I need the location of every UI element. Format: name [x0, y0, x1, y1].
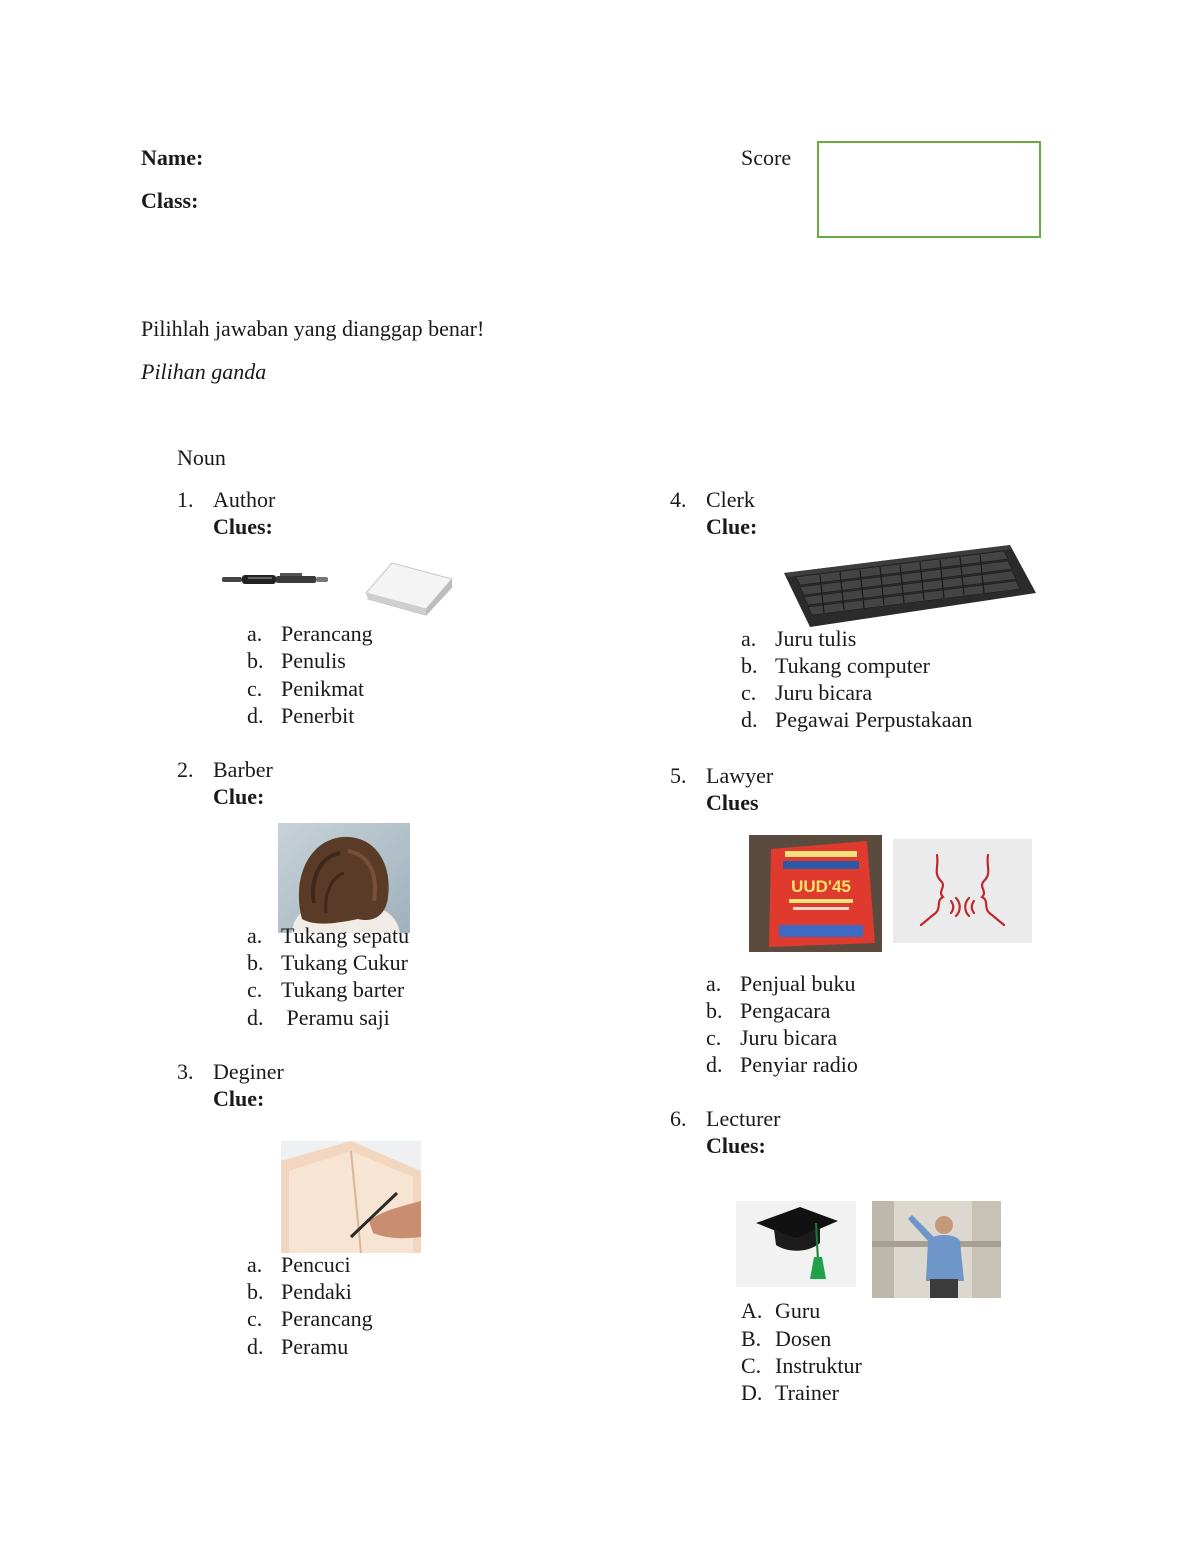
speaking-faces-icon [893, 839, 1032, 943]
option-1d[interactable]: d. Penerbit [247, 703, 355, 728]
option-3d[interactable]: d. Peramu [247, 1334, 349, 1359]
clue-label: Clues [706, 790, 759, 815]
option-2a[interactable]: a. Tukang sepatu [247, 923, 410, 948]
question-2-title [177, 757, 273, 783]
constitution-book-photo [749, 835, 882, 952]
clue-label: Clue: [213, 784, 265, 809]
book-cover-text: UUD'45 [791, 877, 851, 896]
question-number: 6. [670, 1106, 687, 1131]
section-title: Noun [177, 445, 226, 470]
option-5a[interactable]: a. Penjual buku [706, 971, 856, 996]
question-3-title [177, 1059, 284, 1085]
option-2b[interactable]: b. Tukang Cukur [247, 950, 408, 975]
option-5d[interactable]: d. Penyiar radio [706, 1052, 858, 1077]
question-number: 3. [177, 1059, 194, 1084]
class-label: Class: [141, 188, 199, 213]
pen-icon [218, 568, 332, 592]
question-number: 5. [670, 763, 687, 788]
question-word: Deginer [213, 1059, 284, 1084]
lecturer-photo [872, 1201, 1001, 1298]
question-number: 2. [177, 757, 194, 782]
drawing-notebook-photo [281, 1141, 421, 1253]
question-word: Lecturer [706, 1106, 781, 1131]
question-word: Author [213, 487, 276, 512]
paper-stack-icon [360, 557, 457, 620]
option-1a[interactable]: a. Perancang [247, 621, 373, 646]
question-5-title [670, 763, 773, 789]
clue-label: Clue: [706, 514, 758, 539]
question-word: Lawyer [706, 763, 774, 788]
option-2c[interactable]: c. Tukang barter [247, 977, 405, 1002]
instruction-subtitle: Pilihan ganda [141, 359, 267, 384]
option-6b[interactable]: B. Dosen [741, 1326, 832, 1351]
option-4b[interactable]: b. Tukang computer [741, 653, 931, 678]
option-3b[interactable]: b. Pendaki [247, 1279, 352, 1304]
question-6-title [670, 1106, 781, 1132]
question-number: 4. [670, 487, 687, 512]
instruction-text: Pilihlah jawaban yang dianggap benar! [141, 316, 485, 341]
graduation-cap-icon [736, 1201, 856, 1287]
question-word: Clerk [706, 487, 755, 512]
option-3c[interactable]: c. Perancang [247, 1306, 373, 1331]
question-number: 1. [177, 487, 194, 512]
clue-label: Clues: [213, 514, 273, 539]
option-4c[interactable]: c. Juru bicara [741, 680, 873, 705]
option-4a[interactable]: a. Juru tulis [741, 626, 857, 651]
question-word: Barber [213, 757, 273, 782]
option-6a[interactable]: A. Guru [741, 1298, 821, 1323]
score-box[interactable] [817, 141, 1041, 238]
hair-photo [278, 823, 410, 933]
question-1-title [177, 487, 275, 513]
option-5b[interactable]: b. Pengacara [706, 998, 831, 1023]
option-6c[interactable]: C. Instruktur [741, 1353, 862, 1378]
option-4d[interactable]: d. Pegawai Perpustakaan [741, 707, 973, 732]
option-3a[interactable]: a. Pencuci [247, 1252, 351, 1277]
clue-label: Clue: [213, 1086, 265, 1111]
option-6d[interactable]: D. Trainer [741, 1380, 839, 1405]
option-5c[interactable]: c. Juru bicara [706, 1025, 838, 1050]
question-4-title [670, 487, 755, 513]
option-1c[interactable]: c. Penikmat [247, 676, 365, 701]
option-1b[interactable]: b. Penulis [247, 648, 346, 673]
clue-label: Clues: [706, 1133, 766, 1158]
keyboard-icon [780, 543, 1038, 629]
score-label: Score [741, 145, 792, 170]
name-label: Name: [141, 145, 204, 170]
option-2d[interactable]: d. Peramu saji [247, 1005, 390, 1030]
